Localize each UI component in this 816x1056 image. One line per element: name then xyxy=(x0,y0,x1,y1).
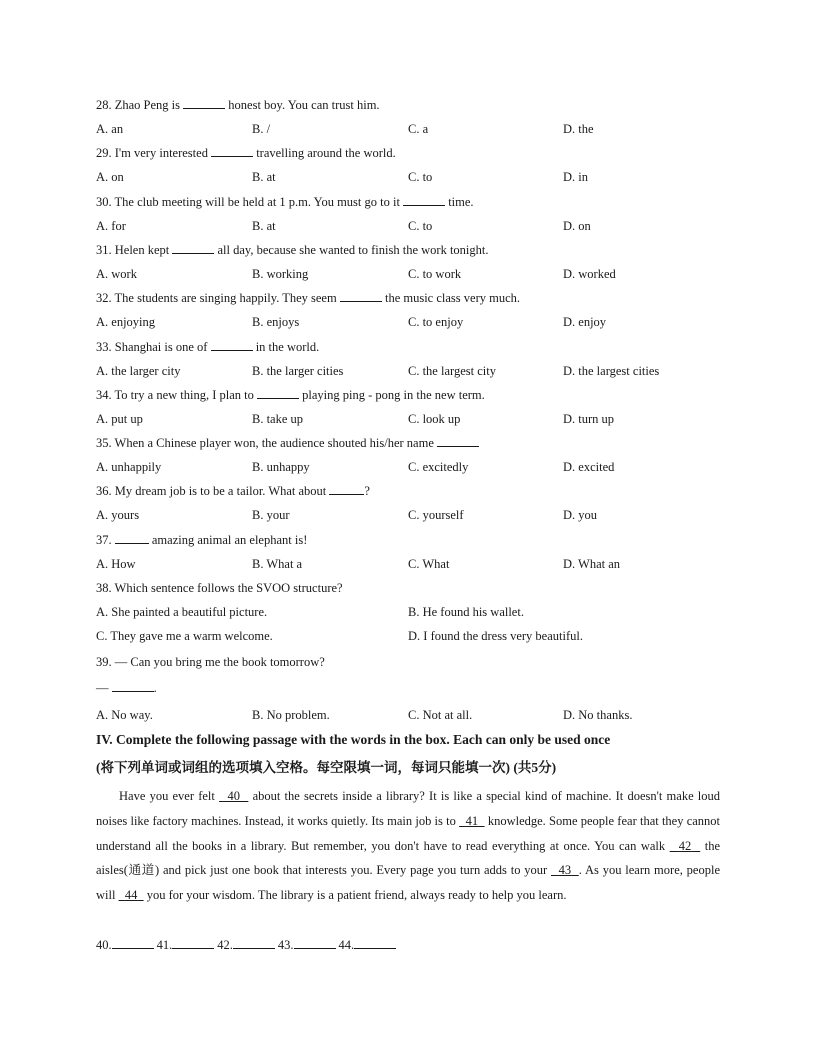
question-text: When a Chinese player won, the audience shouted his/her name xyxy=(114,436,434,450)
answer-option[interactable]: B. No problem. xyxy=(252,708,330,722)
answer-blank[interactable] xyxy=(115,532,149,544)
answer-blank[interactable] xyxy=(294,937,336,949)
question-stem xyxy=(96,145,396,161)
answer-option[interactable]: B. enjoys xyxy=(252,315,300,329)
answer-option[interactable]: A. on xyxy=(96,170,124,184)
answer-blank[interactable] xyxy=(172,242,214,254)
passage-text: Have you ever felt xyxy=(119,789,215,803)
question-stem xyxy=(96,387,485,403)
question-text: travelling around the world. xyxy=(256,146,396,160)
answer-slot xyxy=(278,937,336,953)
question-number: 35. xyxy=(96,436,112,450)
passage-blank-41[interactable] xyxy=(459,814,484,828)
answer-blank[interactable] xyxy=(211,145,253,157)
question-text: Zhao Peng is xyxy=(114,98,181,112)
question-text: My dream job is to be a tailor. What about xyxy=(114,484,327,498)
passage-text: the aisles(通道) and pick just one book that interests you. Every page you turn adds to your xyxy=(96,838,721,878)
question-stem xyxy=(96,339,319,355)
answer-option[interactable]: A. yours xyxy=(96,508,140,522)
answer-option[interactable]: C. What xyxy=(408,557,450,571)
question-stem xyxy=(96,483,370,499)
answer-option[interactable]: C. the largest city xyxy=(408,364,496,378)
question-number: 29. xyxy=(96,146,112,160)
question-stem xyxy=(96,194,474,210)
question-text: Helen kept xyxy=(114,243,170,257)
blank-number: 44 xyxy=(124,888,138,903)
question-text: time. xyxy=(448,195,474,209)
answer-number: 41. xyxy=(156,938,173,952)
question-number: 28. xyxy=(96,98,112,112)
answer-option[interactable]: D. What an xyxy=(563,557,621,571)
punctuation: . xyxy=(153,681,157,695)
question-stem xyxy=(96,97,380,113)
answer-option[interactable]: A. put up xyxy=(96,412,143,426)
answer-option[interactable]: D. excited xyxy=(563,460,615,474)
answer-slot xyxy=(339,937,397,953)
passage-blank-44[interactable] xyxy=(119,888,144,902)
answer-blank[interactable] xyxy=(437,435,479,447)
passage-blank-40[interactable] xyxy=(219,789,248,803)
answer-number: 42. xyxy=(217,938,233,952)
answer-blank[interactable] xyxy=(183,97,225,109)
section-instructions: (将下列单词或词组的选项填入空格。每空限填一词，每词只能填一次) (共5分) xyxy=(96,760,557,775)
answer-option[interactable]: B. take up xyxy=(252,412,304,426)
answer-option[interactable]: D. in xyxy=(563,170,588,184)
answer-option[interactable]: A. work xyxy=(96,267,137,281)
question-text: the music class very much. xyxy=(384,291,521,305)
question-stem xyxy=(96,532,307,548)
question-text: I'm very interested xyxy=(114,146,208,160)
answer-blank[interactable] xyxy=(211,339,253,351)
answer-option[interactable]: C. yourself xyxy=(408,508,464,522)
answer-option[interactable]: C. Not at all. xyxy=(408,708,473,722)
question-number: 32. xyxy=(96,291,112,305)
answer-option[interactable]: A. enjoying xyxy=(96,315,156,329)
answer-option[interactable]: D. No thanks. xyxy=(563,708,633,722)
answer-option[interactable]: C. look up xyxy=(408,412,461,426)
passage-text: you for your wisdom. The library is a patient friend, always ready to help you learn. xyxy=(146,888,567,903)
blank-number: 43 xyxy=(558,863,572,878)
blank-number: 40 xyxy=(227,789,240,803)
answer-option[interactable]: B. / xyxy=(252,122,271,136)
answer-option[interactable]: C. to xyxy=(408,170,433,184)
answer-number: 40. xyxy=(96,938,112,952)
answer-option[interactable]: D. worked xyxy=(563,267,616,281)
answer-option[interactable]: A. How xyxy=(96,557,136,571)
answer-option[interactable]: A. an xyxy=(96,122,124,136)
passage-text: . As you learn more, people will xyxy=(96,863,720,903)
answer-option[interactable]: B. at xyxy=(252,219,276,233)
question-text: The students are singing happily. They seem xyxy=(114,291,337,305)
question-text: Shanghai is one of xyxy=(114,340,208,354)
blank-number: 41 xyxy=(465,813,479,828)
answer-option[interactable]: B. He found his wallet. xyxy=(408,605,524,619)
answer-option[interactable]: B. What a xyxy=(252,557,303,571)
question-number: 30. xyxy=(96,195,112,209)
answer-blank[interactable] xyxy=(354,937,396,949)
answer-blank[interactable] xyxy=(112,937,154,949)
answer-blank[interactable] xyxy=(233,937,275,949)
question-text: To try a new thing, I plan to xyxy=(114,388,254,402)
question-text: in the world. xyxy=(255,340,320,354)
question-number: 36. xyxy=(96,484,112,498)
dialogue-dash: — xyxy=(96,681,109,695)
answer-option[interactable]: B. the larger cities xyxy=(252,364,344,378)
answer-option[interactable]: C. to work xyxy=(408,267,462,281)
question-text: amazing animal an elephant is! xyxy=(151,533,308,547)
answer-option[interactable]: D. turn up xyxy=(563,412,615,426)
question-stem xyxy=(96,435,479,451)
answer-option[interactable]: A. the larger city xyxy=(96,364,181,378)
answer-option[interactable]: A. for xyxy=(96,219,126,233)
answer-option[interactable]: D. the xyxy=(563,122,594,136)
blank-number: 42 xyxy=(678,838,692,853)
answer-option[interactable]: D. the largest cities xyxy=(563,364,660,378)
section-title: IV. Complete the following passage with the words in the box. Each can only be used once xyxy=(96,732,611,747)
passage-blank-42[interactable] xyxy=(670,839,701,853)
answer-option[interactable]: B. working xyxy=(252,267,309,281)
question-text: ? xyxy=(364,484,370,498)
answer-slot xyxy=(217,937,275,953)
answer-option[interactable]: D. I found the dress very beautiful. xyxy=(408,629,583,643)
passage-text: about the secrets inside a library? It is like a special kind of machine. It doesn't make loud noises like factory machines. Instead, it works quietly. Its main job is to xyxy=(96,789,721,828)
answer-slot xyxy=(96,937,154,953)
answer-option[interactable]: A. No way. xyxy=(96,708,153,722)
answer-option[interactable]: C. a xyxy=(408,122,429,136)
answer-option[interactable]: C. to enjoy xyxy=(408,315,464,329)
answer-option[interactable]: C. excitedly xyxy=(408,460,469,474)
question-number: 31. xyxy=(96,243,112,257)
answer-option[interactable]: A. unhappily xyxy=(96,460,162,474)
question-text: honest boy. You can trust him. xyxy=(228,98,380,112)
question-stem: 38. Which sentence follows the SVOO structure? xyxy=(96,581,343,595)
answer-option[interactable]: D. on xyxy=(563,219,591,233)
answer-option[interactable]: D. you xyxy=(563,508,598,522)
answer-option[interactable]: B. at xyxy=(252,170,276,184)
answer-line xyxy=(96,937,399,953)
question-stem xyxy=(96,290,520,306)
question-text: playing ping - pong in the new term. xyxy=(302,388,485,402)
answer-blank[interactable] xyxy=(403,194,445,206)
question-number: 37. xyxy=(96,533,112,547)
question-text: all day, because she wanted to finish the work tonight. xyxy=(217,243,489,257)
dialogue-reply-line xyxy=(96,680,157,696)
answer-number: 43. xyxy=(277,938,294,952)
question-stem: 39. — Can you bring me the book tomorrow? xyxy=(96,655,325,669)
answer-blank[interactable] xyxy=(329,483,364,495)
answer-blank[interactable] xyxy=(172,937,214,949)
answer-option[interactable]: C. to xyxy=(408,219,433,233)
answer-blank[interactable] xyxy=(112,680,154,692)
question-number: 33. xyxy=(96,340,112,354)
question-text: The club meeting will be held at 1 p.m. You must go to it xyxy=(114,195,400,209)
answer-option[interactable]: B. your xyxy=(252,508,290,522)
passage-blank-43[interactable] xyxy=(551,863,579,877)
answer-blank[interactable] xyxy=(257,387,299,399)
passage-text: knowledge. Some people fear that they cannot understand all the books in a library. But remember, you don't have to read everything at once. You can walk xyxy=(96,813,721,853)
answer-option[interactable]: B. unhappy xyxy=(252,460,310,474)
answer-blank[interactable] xyxy=(340,290,382,302)
answer-option[interactable]: D. enjoy xyxy=(563,315,607,329)
answer-option[interactable]: C. They gave me a warm welcome. xyxy=(96,629,273,643)
question-stem xyxy=(96,242,489,258)
question-number: 34. xyxy=(96,388,112,402)
answer-number: 44. xyxy=(338,938,355,952)
answer-option[interactable]: A. She painted a beautiful picture. xyxy=(96,605,268,619)
reading-passage xyxy=(96,784,720,908)
answer-slot xyxy=(157,937,215,953)
